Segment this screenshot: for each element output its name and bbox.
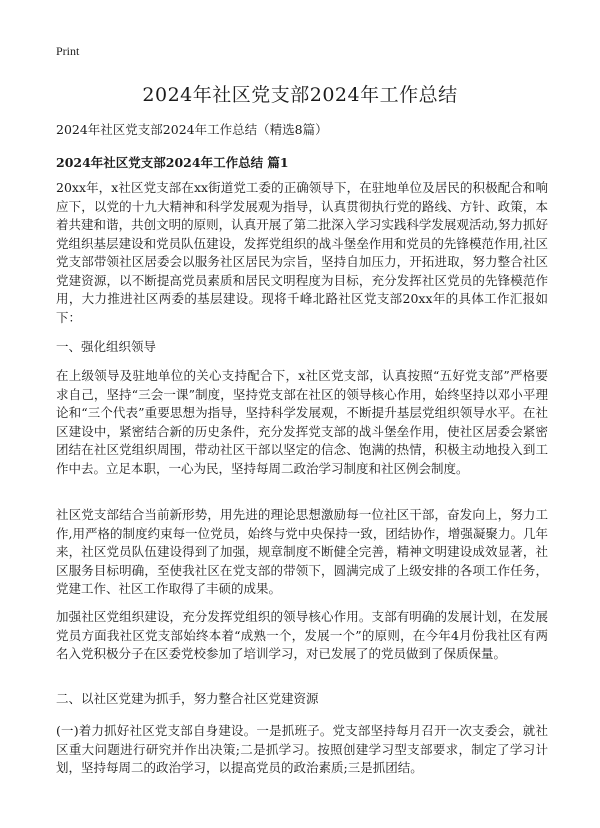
print-link[interactable]: Print — [56, 44, 80, 58]
paragraph-1c: 加强社区党组织建设，充分发挥党组织的领导核心作用。支部有明确的发展计划，在发展党员方面我社区党支部始终本着“成熟一个，发展一个”的原则，在今年4月份我社区有两名入党积极分子在区委党校参加了培训学习，对已发展了的党员做到了保质保量。 — [56, 609, 548, 661]
document-subtitle: 2024年社区党支部2024年工作总结（精选8篇） — [56, 122, 328, 137]
document-title: 2024年社区党支部2024年工作总结 — [142, 84, 458, 106]
subsection-heading-2: 二、以社区党建为抓手，努力整合社区党建资源 — [56, 691, 319, 706]
paragraph-1a: 在上级领导及驻地单位的关心支持配合下，x社区党支部，认真按照“五好党支部”严格要求自己，坚持“三会一课”制度，坚持党支部在社区的领导核心作用，始终坚持以邓小平理论和“三个代表”重要思想为指导，坚持科学发展观，不断提升基层党组织领导水平。在社区建设中，紧密结合新的历史条件，充分发挥党支部的战斗堡垒作用，使社区居委会紧密团结在社区党组织周围，带动社区干部以坚定的信念、饱满的热情，积极主动地投入到工作中去。立足本职，一心为民，坚持每周二政治学习制度和社区例会制度。 — [56, 368, 548, 476]
paragraph-2a: (一)着力抓好社区党支部自身建设。一是抓班子。党支部坚持每月召开一次支委会，就社区重大问题进行研究并作出决策;二是抓学习。按照创建学习型支部要求，制定了学习计划，坚持每周二的政治学习，以提高党员的政治素质;三是抓团结。 — [56, 723, 548, 775]
intro-paragraph: 20xx年，x社区党支部在xx街道党工委的正确领导下，在驻地单位及居民的积极配合和响应下，以党的十九大精神和科学发展观为指导，认真贯彻执行党的路线、方针、政策，本着共建和谐，共创文明的原则，认真开展了第二批深入学习实践科学发展观活动,努力抓好党组织基层建设和党员队伍建设，发挥党组织的战斗堡垒作用和党员的先锋模范作用,社区党支部带领社区居委会以服务社区居民为宗旨，坚持自加压力，开拓进取，努力整合社区党建资源，以不断提高党员素质和居民文明程度为目标，充分发挥社区党员的先锋模范作用，大力推进社区两委的基层建设。现将千峰北路社区党支部20xx年的具体工作汇报如下： — [56, 180, 548, 325]
section-heading: 2024年社区党支部2024年工作总结 篇1 — [56, 155, 289, 170]
subsection-heading-1: 一、强化组织领导 — [56, 339, 157, 354]
paragraph-1b: 社区党支部结合当前新形势，用先进的理论思想激励每一位社区干部，奋发向上，努力工作,用严格的制度约束每一位党员，始终与党中央保持一致，团结协作，增强凝聚力。几年来，社区党员队伍建设得到了加强，规章制度不断健全完善，精神文明建设成效显著，社区服务目标明确，至使我社区在党支部的带领下，圆满完成了上级安排的各项工作任务，党建工作、社区工作取得了丰硕的成果。 — [56, 507, 548, 596]
